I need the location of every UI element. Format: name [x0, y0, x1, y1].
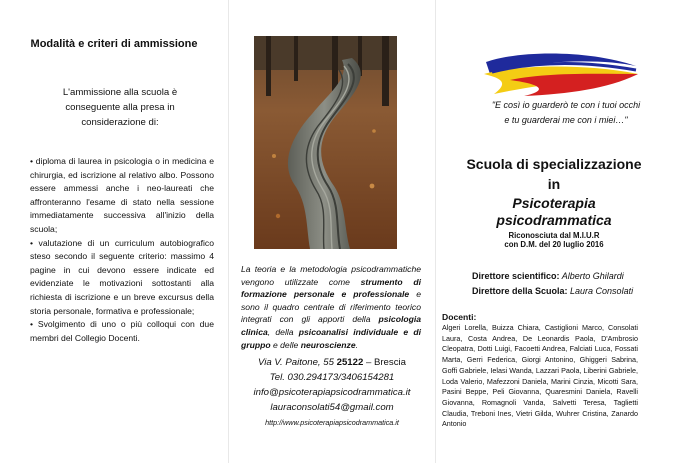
methodology-text — [241, 263, 421, 351]
contact-info — [229, 355, 435, 430]
school-name-line: psicodrammatica — [496, 212, 612, 228]
criteria-item: • valutazione di un curriculum autobiografico steso secondo il seguente criterio: massimo 4 pagine in cui devono essere indicate ed evidenziate le motivazioni sottostanti alla richiesta di iscrizione e un breve excursus della storia personale, formativa e professionale; — [30, 237, 214, 316]
address — [229, 355, 435, 370]
teachers-heading: Docenti: — [442, 312, 477, 322]
address-street: Via V. Paitone, 55 — [258, 357, 337, 368]
school-logo — [480, 44, 642, 100]
address-cap: 25122 — [336, 357, 364, 368]
methodology-text-part: e sono il quadro centrale di riferimento teorico integrati con gli apporti della — [241, 289, 421, 325]
address-city: – Brescia — [363, 357, 406, 368]
right-panel — [436, 0, 684, 463]
methodology-text-part: , della — [267, 326, 299, 337]
director-name: Alberto Ghilardi — [559, 271, 624, 281]
recognition-line: con D.M. del 20 luglio 2016 — [504, 240, 604, 249]
director-name: Laura Consolati — [567, 286, 634, 296]
criteria-item: • diploma di laurea in psicologia o in medicina e chirurgia, ed iscrizione al relativo albo. Possono essere ammessi anche i neo-laureati che affronteranno l'esame di stato nella sessione immediatamente successiva all'inizio della scuola; — [30, 156, 214, 234]
methodology-highlight: strumento di formazione personale e professionale — [241, 276, 421, 300]
methodology-text-part: . — [355, 339, 359, 350]
quote-line: "E così io guarderò te con i tuoi occhi — [491, 100, 641, 110]
school-heading — [436, 156, 672, 249]
middle-panel — [229, 0, 435, 463]
teachers-list: Algeri Lorella, Buizza Chiara, Castiglioni Marco, Consolati Laura, Costa Andrea, De Leonardis Paola, D'Ambrosio Cleopatra, Dotti Luigi, Facoetti Andrea, Falciati Luca, Fossati Marta, Gerri Federica, Giorgi Antonino, Ghiggeri Sabrina, Goffi Gabriele, Ielasi Wanda, Lazzari Paola, Liberini Gabriele, Loda Valerio, Mafezzoni Daniela, Marini Cinzia, Micotti Sara, Pasini Beppe, Peli Giovanna, Quaresmini Daniela, Ravelli Giovanna, Romagnoli Vanda, Salvetti Teresa, Taglietti Claudia, Treboni Ines, Vietri Gilda, Wuhrer Cristina, Zanardo Antonio — [442, 323, 638, 429]
admission-intro: L'ammissione alla scuola è conseguente alla presa in considerazione di: — [62, 87, 178, 128]
email-link[interactable]: lauraconsolati54@gmail.com — [270, 402, 394, 413]
methodology-text-part: La teoria e la metodologia psicodrammatiche vengono utilizzate come — [241, 264, 421, 287]
quote-line: e tu guarderai me con i miei…" — [504, 115, 628, 125]
methodology-highlight: psicologia clinica — [241, 314, 421, 337]
recognition-line: Riconosciuta dal M.I.U.R — [508, 231, 600, 240]
quote — [456, 98, 676, 128]
admission-criteria-list — [30, 155, 214, 345]
director-label: Direttore della Scuola: — [472, 286, 568, 296]
recognition — [436, 231, 672, 249]
left-panel — [0, 0, 228, 463]
school-director — [472, 286, 633, 296]
criteria-item: • Svolgimento di uno o più colloqui con due membri del Collegio Docenti. — [30, 319, 214, 343]
phone: Tel. 030.294173/3406154281 — [269, 372, 395, 383]
school-name-line: Psicoterapia — [512, 195, 596, 211]
school-title: Scuola di specializzazione — [466, 156, 642, 172]
director-label: Direttore scientifico: — [472, 271, 560, 281]
methodology-highlight: psicoanalisi individuale e di gruppo — [241, 326, 421, 350]
school-in: in — [547, 176, 561, 192]
methodology-highlight: neuroscienze — [300, 339, 356, 350]
email-link[interactable]: info@psicoterapiapsicodrammatica.it — [253, 387, 411, 398]
admission-title: Modalità e criteri di ammissione — [30, 38, 198, 50]
forest-sculpture-photo — [254, 36, 397, 249]
website-link[interactable]: http://www.psicoterapiapsicodrammatica.it — [265, 418, 399, 427]
scientific-director — [472, 271, 624, 281]
methodology-text-part: e delle — [270, 339, 301, 350]
